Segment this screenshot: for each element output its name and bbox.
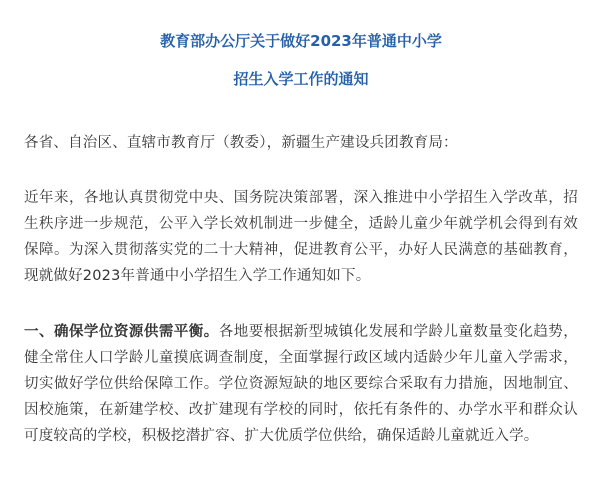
document-title-line-2: 招生入学工作的通知 [233,70,369,88]
section-1-body: 各地要根据新型城镇化发展和学龄儿童数量变化趋势，健全常住人口学龄儿童摸底调查制度，全面掌握行政区域内适龄少年儿童入学需求，切实做好学位供给保障工作。学位资源短缺的地区要综合采取有力措施，因地制宜、因校施策，在新建学校、改扩建现有学校的同时，依托有条件的、办学水平和群众认可度较高的学校，积极挖潜扩容、扩大优质学位供给，确保适龄儿童就近入学。 [24,324,578,444]
intro-paragraph: 近年来，各地认真贯彻党中央、国务院决策部署，深入推进中小学招生入学改革，招生秩序进一步规范，公平入学长效机制进一步健全，适龄儿童少年就学机会得到有效保障。为深入贯彻落实党的二十大精神，促进教育公平，办好人民满意的基础教育，现就做好2023年普通中小学招生入学工作通知如下。 [24,190,578,284]
section-1-paragraph [24,319,578,449]
section-1-heading: 一、确保学位资源供需平衡。 [24,324,219,340]
greeting-paragraph: 各省、自治区、直辖市教育厅（教委），新疆生产建设兵团教育局： [24,135,458,151]
document-title-line-1: 教育部办公厅关于做好2023年普通中小学 [160,32,442,50]
